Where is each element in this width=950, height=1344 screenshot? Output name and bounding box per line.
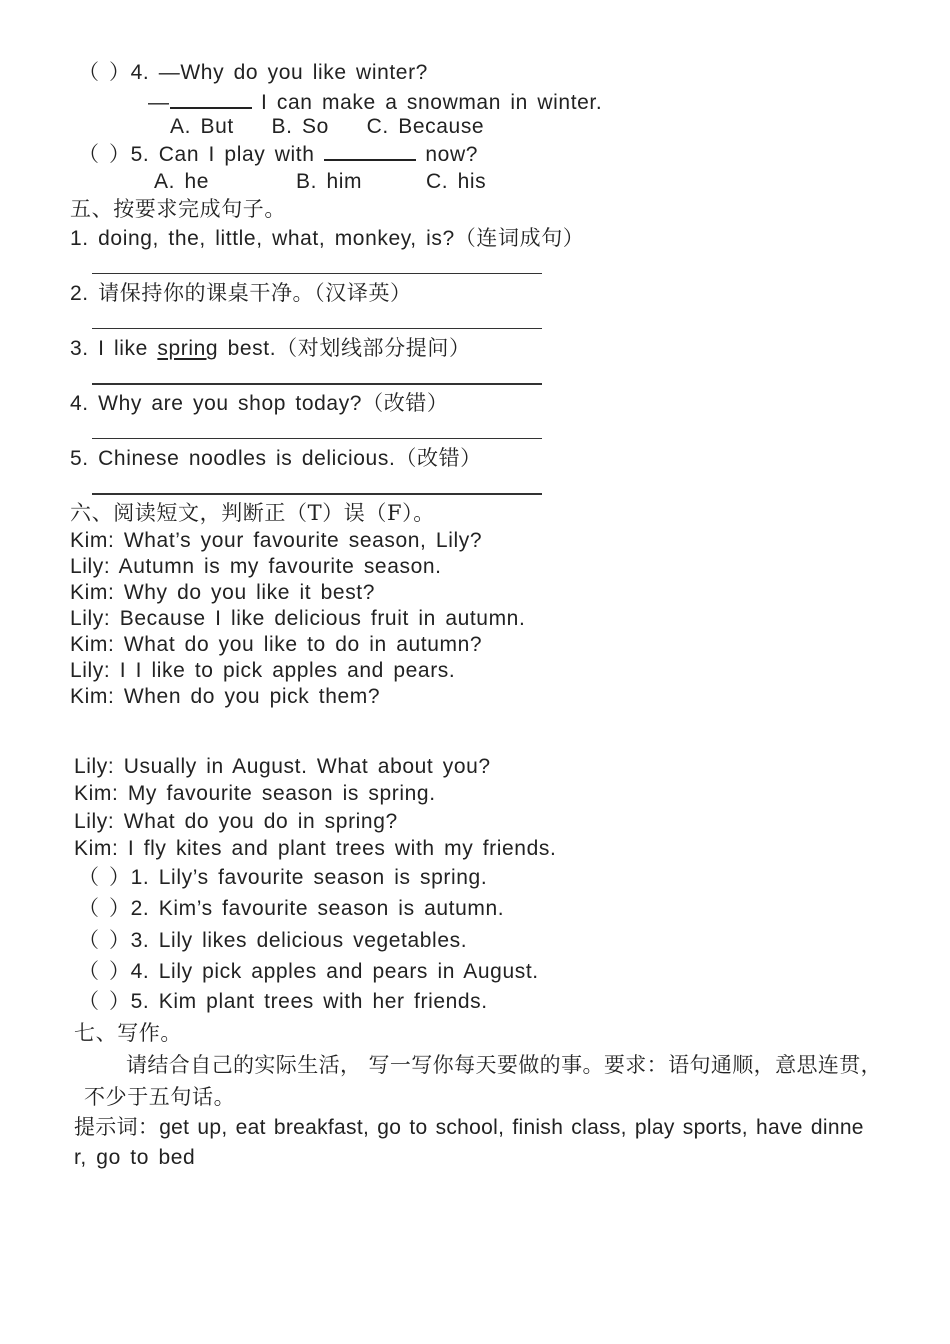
judgement-item: （ ）1. Lily’s favourite season is spring.: [78, 866, 488, 889]
q5-stem: [78, 141, 478, 167]
writing-prompt-line-2: 不少于五句话。: [84, 1085, 236, 1109]
dialogue-line: Kim: What’s your favourite season, Lily?: [70, 529, 483, 552]
part5-item-5: [70, 446, 482, 471]
part5-item-3-cn: （对划线部分提问）: [276, 336, 471, 360]
part5-item-3: [70, 336, 471, 361]
answer-line-4: [92, 438, 542, 439]
dialogue-line: Lily: Usually in August. What about you?: [74, 755, 491, 778]
part5-item-5-en: 5. Chinese noodles is delicious.: [70, 447, 396, 470]
q4-options: A. But B. So C. Because: [170, 115, 485, 138]
dialogue-line: Lily: Autumn is my favourite season.: [70, 555, 442, 578]
answer-line-5: [92, 493, 542, 495]
part5-item-3-post: best.: [218, 337, 277, 360]
dialogue-line: Kim: Why do you like it best?: [70, 581, 376, 604]
judgement-item: （ ）2. Kim’s favourite season is autumn.: [78, 897, 505, 920]
q5-stem-before: （ ）5. Can I play with: [78, 143, 324, 166]
judgement-item: （ ）5. Kim plant trees with her friends.: [78, 990, 488, 1013]
dialogue-line: Kim: I fly kites and plant trees with my friends.: [74, 837, 557, 860]
part5-item-4-en: 4. Why are you shop today?: [70, 392, 363, 415]
dialogue-line: Kim: What do you like to do in autumn?: [70, 633, 483, 656]
judgement-item: （ ）4. Lily pick apples and pears in August.: [78, 960, 539, 983]
part5-heading: 五、按要求完成句子。: [70, 197, 286, 221]
answer-line-2: [92, 328, 542, 329]
q4-stem: （ ）4. —Why do you like winter?: [78, 61, 428, 84]
part5-item-2: [70, 281, 412, 306]
part5-item-1-cn: （连词成句）: [454, 226, 585, 250]
part6-heading: 六、阅读短文，判断正（T）误（F）。: [70, 501, 435, 525]
q4-blank: [170, 89, 252, 109]
part5-item-1: [70, 226, 584, 251]
q5-option-b: B. him: [296, 170, 363, 193]
part5-item-1-en: 1. doing, the, little, what, monkey, is?: [70, 227, 455, 250]
q5-stem-after: now?: [415, 143, 478, 166]
dialogue-line: Kim: When do you pick them?: [70, 685, 381, 708]
q5-blank: [324, 141, 416, 161]
hint-words: get up, eat breakfast, go to school, finish class, play sports, have dinne: [159, 1116, 864, 1139]
q4-answer-line: [148, 89, 602, 115]
hint-words-line-2: r, go to bed: [74, 1146, 196, 1169]
part5-item-4-cn: （改错）: [362, 391, 449, 415]
judgement-item: （ ）3. Lily likes delicious vegetables.: [78, 929, 468, 952]
answer-line-1: [92, 273, 542, 274]
dialogue-line: Lily: What do you do in spring?: [74, 810, 398, 833]
dialogue-line: Kim: My favourite season is spring.: [74, 782, 436, 805]
part5-item-4: [70, 391, 449, 416]
part7-heading: 七、写作。: [74, 1021, 182, 1045]
hint-label: 提示词：: [74, 1115, 160, 1139]
hint-words-line-1: [74, 1115, 864, 1140]
part5-item-3-underlined: spring: [157, 337, 219, 360]
part5-item-2-en: 2.: [70, 282, 99, 305]
q5-option-a: A. he: [154, 170, 210, 193]
dialogue-line: Lily: Because I like delicious fruit in autumn.: [70, 607, 526, 630]
q4-dash: —: [148, 91, 170, 114]
part5-item-3-pre: 3. I like: [70, 337, 158, 360]
answer-line-3: [92, 383, 542, 385]
q5-option-c: C. his: [426, 170, 487, 193]
q4-sentence: I can make a snowman in winter.: [251, 91, 603, 114]
writing-prompt-line-1: 请结合自己的实际生活， 写一写你每天要做的事。要求：语句通顺，意思连贯，: [126, 1053, 883, 1077]
dialogue-line: Lily: I I like to pick apples and pears.: [70, 659, 456, 682]
part5-item-5-cn: （改错）: [395, 446, 482, 470]
part5-item-2-cn: 请保持你的课桌干净。（汉译英）: [98, 281, 412, 305]
